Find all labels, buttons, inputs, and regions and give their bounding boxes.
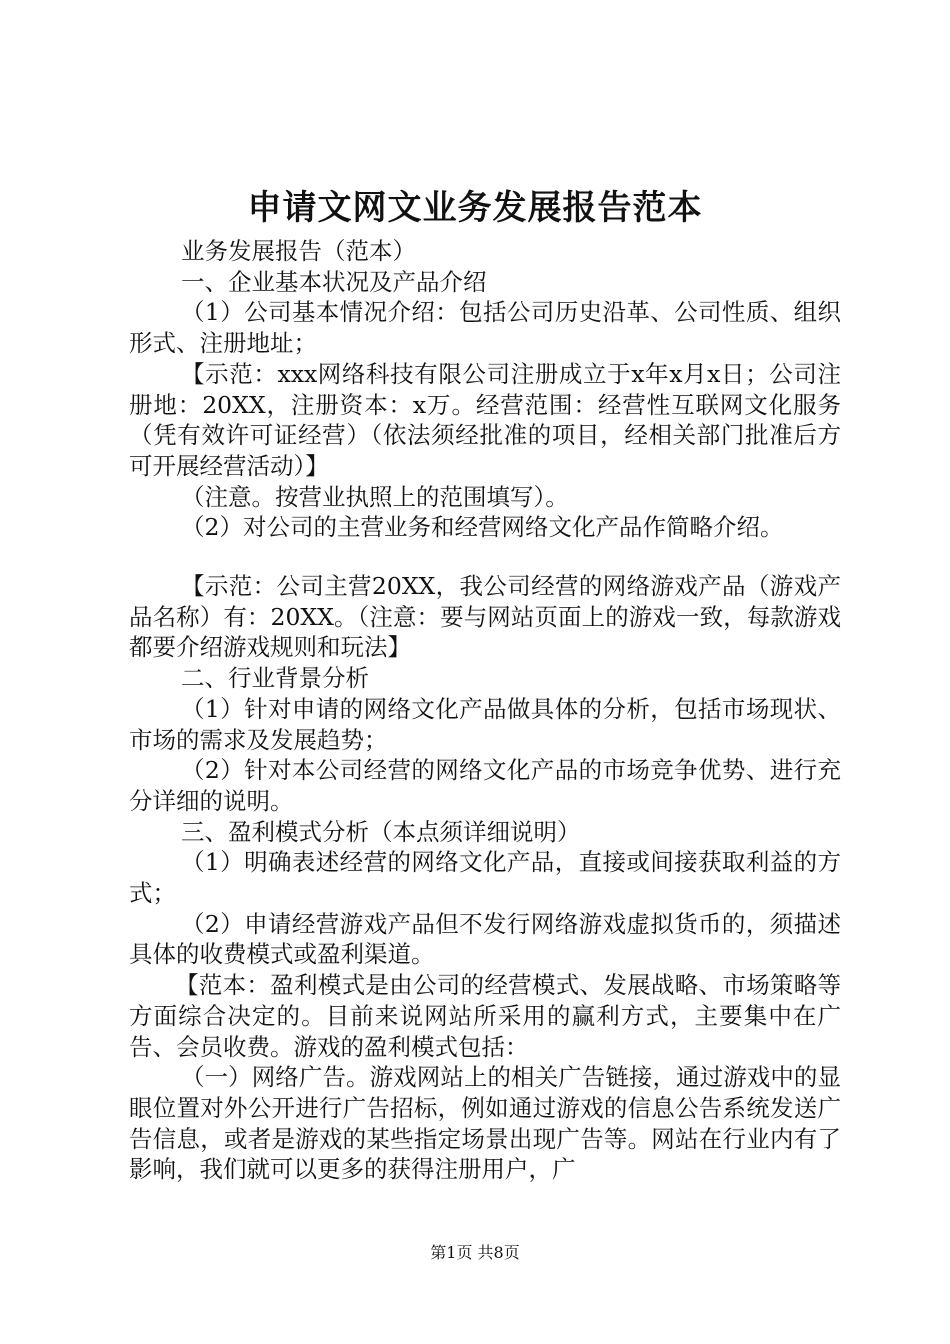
page-number-footer: 第1页 共8页: [430, 1243, 520, 1262]
paragraph-item: （1）明确表述经营的网络文化产品，直接或间接获取利益的方式；: [129, 848, 841, 908]
paragraph-spacer: [129, 543, 841, 571]
paragraph-item: （一）网络广告。游戏网站上的相关广告链接，通过游戏中的显眼位置对外公开进行广告招标，例如通过游戏的信息公告系统发送广告信息，或者是游戏的某些指定场景出现广告等。网站在行业内有了影响，我们就可以更多的获得注册用户，广: [129, 1063, 841, 1184]
section-heading-1: 一、企业基本状况及产品介绍: [181, 267, 487, 296]
document-body: [129, 236, 841, 1185]
section-heading-3: 三、盈利模式分析（本点须详细说明）: [181, 817, 581, 846]
document-title: 申请文网文业务发展报告范本: [247, 188, 703, 228]
paragraph-example: 【范本：盈利模式是由公司的经营模式、发展战略、市场策略等方面综合决定的。目前来说网站所采用的赢利方式，主要集中在广告、会员收费。游戏的盈利模式包括：: [129, 971, 841, 1061]
paragraph-item: （1）公司基本情况介绍：包括公司历史沿革、公司性质、组织形式、注册地址；: [129, 298, 841, 358]
paragraph-item: （2）申请经营游戏产品但不发行网络游戏虚拟货币的，须描述具体的收费模式或盈利渠道。: [129, 909, 841, 969]
paragraph-report-heading: 业务发展报告（范本）: [181, 237, 416, 265]
paragraph-note: （注意。按营业执照上的范围填写）。: [181, 482, 569, 511]
paragraph-example: 【示范：公司主营20XX，我公司经营的网络游戏产品（游戏产品名称）有：20XX。（注意：要与网站页面上的游戏一致，每款游戏都要介绍游戏规则和玩法】: [129, 572, 841, 662]
section-heading-2: 二、行业背景分析: [181, 664, 369, 693]
paragraph-item: （2）针对本公司经营的网络文化产品的市场竞争优势、进行充分详细的说明。: [129, 756, 841, 815]
paragraph-item: （2）对公司的主营业务和经营网络文化产品作简略介绍。: [181, 513, 784, 542]
paragraph-item: （1）针对申请的网络文化产品做具体的分析，包括市场现状、市场的需求及发展趋势；: [129, 694, 841, 754]
paragraph-example: 【示范：xxx网络科技有限公司注册成立于x年x月x日；公司注册地：20XX，注册资本：x万。经营范围：经营性互联网文化服务（凭有效许可证经营）（依法须经批准的项目，经相关部门批准后方可开展经营活动）】: [129, 359, 841, 480]
